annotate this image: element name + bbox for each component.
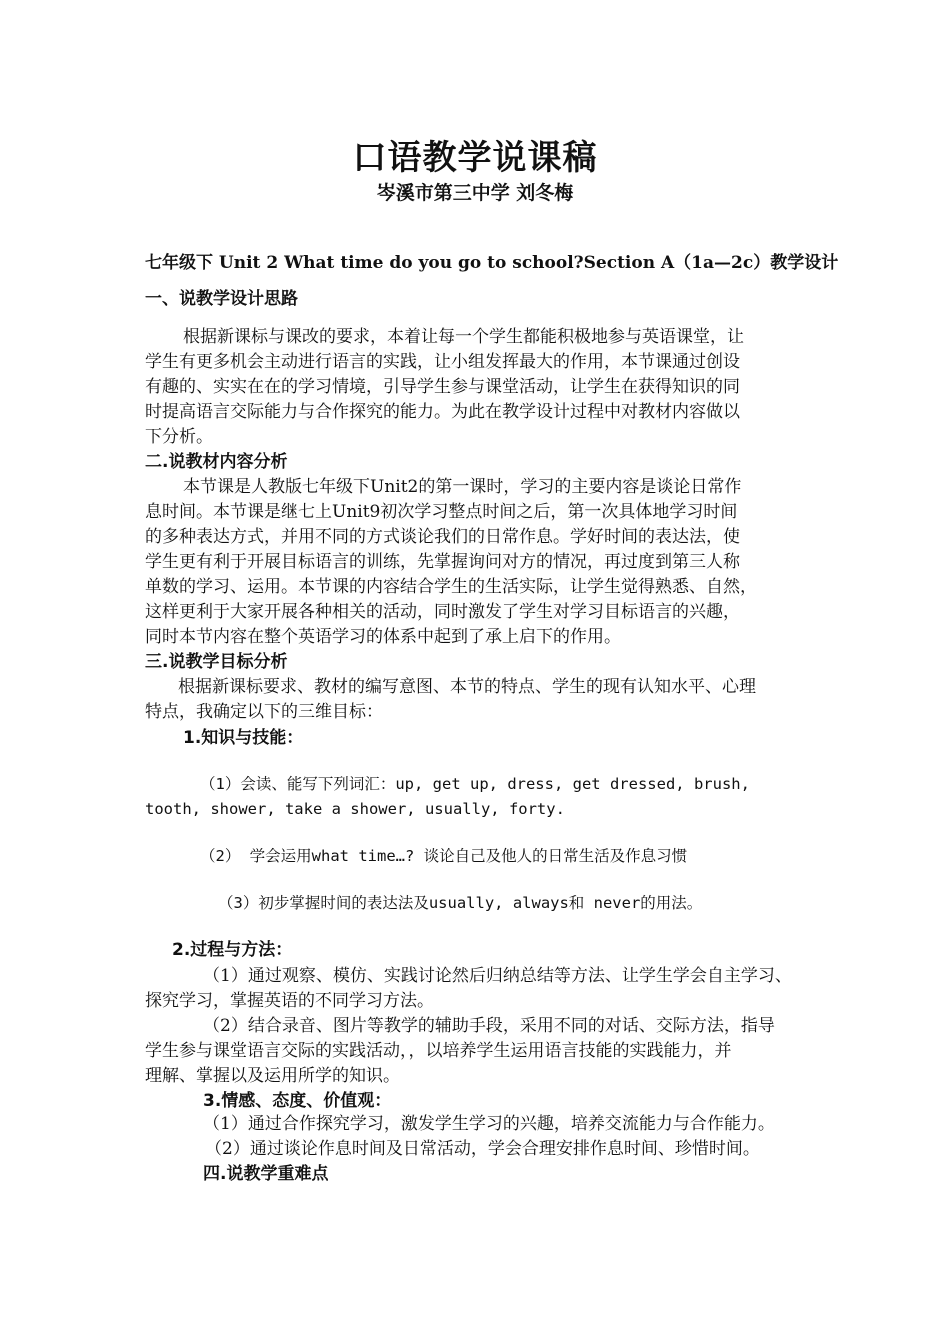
paragraph-line: 学生有更多机会主动进行语言的实践，让小组发挥最大的作用，本节课通过创设 xyxy=(145,352,740,372)
paragraph-line: （2）结合录音、图片等教学的辅助手段，采用不同的对话、交际方法，指导 xyxy=(203,1016,775,1036)
paragraph-line: 有趣的、实实在在的学习情境，引导学生参与课堂活动，让学生在获得知识的同 xyxy=(145,377,740,397)
goal-item: （3）初步掌握时间的表达法及usually, always和 never的用法。 xyxy=(218,894,703,912)
document-author: 岑溪市第三中学 刘冬梅 xyxy=(376,182,574,204)
paragraph-line: （1）通过合作探究学习，激发学生学习的兴趣，培养交流能力与合作能力。 xyxy=(203,1114,775,1134)
paragraph-line: 同时本节内容在整个英语学习的体系中起到了承上启下的作用。 xyxy=(145,627,621,647)
paragraph-line: （1）通过观察、模仿、实践讨论然后归纳总结等方法、让学生学会自主学习、 xyxy=(203,966,792,986)
document-title: 口语教学说课稿 xyxy=(352,138,598,178)
paragraph-line: 本节课是人教版七年级下Unit2的第一课时，学习的主要内容是谈论日常作 xyxy=(183,477,742,497)
paragraph-line: 根据新课标要求、教材的编写意图、本节的特点、学生的现有认知水平、心理 xyxy=(178,677,756,697)
goal-item: （1）会读、能写下列词汇：up, get up, dress, get dressed, brush, xyxy=(200,775,750,793)
paragraph-line: 学生更有利于开展目标语言的训练，先掌握询问对方的情况，再过度到第三人称 xyxy=(145,552,740,572)
paragraph-line: 息时间。本节课是继七上Unit9初次学习整点时间之后，第一次具体地学习时间 xyxy=(145,502,738,522)
paragraph-line: 的多种表达方式，并用不同的方式谈论我们的日常作息。学好时间的表达法，使 xyxy=(145,527,740,547)
paragraph-line: 理解、掌握以及运用所学的知识。 xyxy=(145,1066,400,1086)
paragraph-line: （2）通过谈论作息时间及日常活动，学会合理安排作息时间、珍惜时间。 xyxy=(205,1139,760,1159)
goal-heading-process: 2.过程与方法： xyxy=(172,940,293,960)
goal-item-continued: tooth, shower, take a shower, usually, forty. xyxy=(145,800,565,818)
goal-heading-values: 3.情感、态度、价值观： xyxy=(203,1091,392,1111)
paragraph-line: 特点，我确定以下的三维目标： xyxy=(145,702,383,722)
paragraph-line: 单数的学习、运用。本节课的内容结合学生的生活实际，让学生觉得熟悉、自然， xyxy=(145,577,757,597)
paragraph-line: 这样更利于大家开展各种相关的活动，同时激发了学生对学习目标语言的兴趣， xyxy=(145,602,740,622)
section-heading-4: 四.说教学重难点 xyxy=(203,1164,329,1184)
goal-item: （2） 学会运用what time…? 谈论自己及他人的日常生活及作息习惯 xyxy=(200,847,688,865)
paragraph-line: 下分析。 xyxy=(145,427,213,447)
section-heading-1: 一、说教学设计思路 xyxy=(145,289,298,309)
paragraph-line: 根据新课标与课改的要求，本着让每一个学生都能积极地参与英语课堂，让 xyxy=(183,327,744,347)
paragraph-line: 学生参与课堂语言交际的实践活动，，以培养学生运用语言技能的实践能力，并 xyxy=(145,1041,732,1061)
section-heading-2: 二.说教材内容分析 xyxy=(145,452,288,472)
lesson-subject: 七年级下 Unit 2 What time do you go to school?Section A（1a—2c）教学设计 xyxy=(145,253,839,273)
paragraph-line: 时提高语言交际能力与合作探究的能力。为此在教学设计过程中对教材内容做以 xyxy=(145,402,740,422)
section-heading-3: 三.说教学目标分析 xyxy=(145,652,288,672)
paragraph-line: 探究学习，掌握英语的不同学习方法。 xyxy=(145,991,434,1011)
goal-heading-knowledge: 1.知识与技能： xyxy=(183,728,304,748)
